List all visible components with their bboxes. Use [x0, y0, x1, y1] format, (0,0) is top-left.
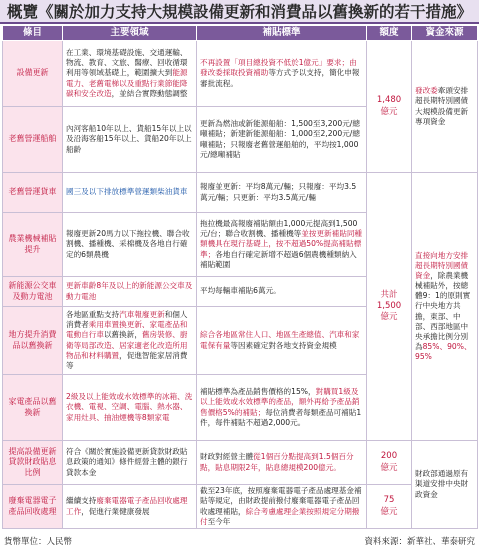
table-row — [3, 441, 478, 485]
quota-amount: 200 — [380, 451, 398, 462]
text-segment: 財政部通過原有渠道安排中央財政資金 — [415, 469, 469, 499]
text-segment: 汽車報廢更新 — [119, 310, 165, 320]
row-standard — [197, 107, 367, 173]
text-segment: 由發改委採取投資補助 — [200, 58, 357, 78]
row-area — [63, 375, 197, 441]
text-segment: 截至23年底，按照廢棄電器電子產品處理基金補貼等規定，由財政提前撥付廢棄電器電子產品回收處理補貼， — [200, 486, 362, 516]
quota-unit: 億元 — [380, 312, 398, 323]
quota-cell — [367, 485, 412, 529]
row-item: 地方提升消費品以舊換新 — [3, 307, 63, 375]
text-segment: 各地區重點支持 — [66, 310, 120, 320]
text-segment: 國三及以下排放標準營運類柴油貨車 — [66, 187, 188, 197]
quota-cell — [367, 173, 412, 441]
table-row — [3, 41, 478, 107]
text-segment: 繼續支持 — [66, 496, 97, 506]
table-header-row — [3, 26, 478, 41]
footer — [2, 535, 477, 549]
text-segment: 每位消費者每類產品可補貼1件，每件補貼不超過2,000元。 — [200, 407, 362, 427]
table-row — [3, 173, 478, 213]
text-segment: 至今年 — [207, 516, 231, 526]
header-area: 主要領域 — [63, 26, 197, 41]
text-segment: 2級及以上能效或水效標準的冰箱、洗衣機、電視、空調、電腦、熱水器、家用灶具、抽油煙機等8類家電 — [66, 392, 193, 422]
header-quota: 額度 — [367, 26, 412, 41]
header-fund-source: 資金來源 — [412, 26, 478, 41]
text-segment: 平均每輛車補貼6萬元。 — [200, 286, 281, 296]
text-segment: 報廢並更新：平均8萬元/輛； — [200, 182, 299, 192]
text-segment: 內河客船10年以上、貨船15年以上以及沿海客船15年以上、貨船20年以上船齡 — [66, 124, 192, 154]
text-segment: 不再設置「項目總投資不低於1億元」要求； — [200, 58, 350, 68]
text-segment: 報廢更新20馬力以下拖拉機、聯合收割機、播種機、采棉機及各地自行確定的6類農機 — [66, 229, 190, 259]
row-standard — [197, 485, 367, 529]
row-area — [63, 41, 197, 107]
text-segment: 等方式予以支持，簡化申報審批流程。 — [200, 68, 360, 88]
text-segment: 只報廢：平均3.5萬元/輛； — [200, 182, 357, 202]
quota-amount: 1,480 — [376, 95, 402, 106]
fund-source-cell — [412, 41, 478, 173]
header-item: 條目 — [3, 26, 63, 41]
row-standard — [197, 173, 367, 213]
text-segment: 85%、90%、95% — [415, 341, 472, 361]
row-standard — [197, 441, 367, 485]
row-item: 提高設備更新貸款財政貼息比例 — [3, 441, 63, 485]
text-segment: 等因素確定對各地支持資金規模 — [230, 340, 337, 350]
row-area — [63, 213, 197, 277]
row-area — [63, 485, 197, 529]
text-segment: 直接向地方安排超長期特別國債資金 — [415, 251, 469, 281]
text-segment: 能源電力、老舊電梯以及重點行業節能降碳和安全改造 — [66, 68, 188, 98]
text-segment: 和個人消費者 — [66, 310, 188, 330]
row-item: 老舊營運船舶 — [3, 107, 63, 173]
quota-lead: 共計 — [380, 289, 398, 300]
table-row — [3, 485, 478, 529]
row-item: 設備更新 — [3, 41, 63, 107]
text-segment: 拖拉機最高報廢補貼額由1,000元提高到1,500元/台； — [200, 219, 358, 239]
text-segment: 舊房裝修、廚衛等局部改造、居家適老化改造所用物品和材料購置 — [66, 330, 188, 360]
row-area — [63, 277, 197, 307]
row-standard — [197, 307, 367, 375]
row-item: 老舊營運貨車 — [3, 173, 63, 213]
row-area — [63, 307, 197, 375]
row-area — [63, 441, 197, 485]
quota-cell — [367, 41, 412, 173]
text-segment: 牽頭安排超長期特別國債大規模設備更新專項資金 — [415, 86, 469, 126]
text-segment: 新建新能源船舶：1,000至2,200元/總噸補貼； — [200, 129, 360, 149]
header-standard: 補貼標準 — [197, 26, 367, 41]
quota-cell — [367, 441, 412, 485]
text-segment: ，促進智能家居消費等 — [66, 350, 188, 370]
quota-unit: 億元 — [380, 506, 398, 517]
quota-unit: 億元 — [380, 462, 398, 473]
text-segment: 財政對經營主體 — [200, 452, 254, 462]
text-segment: 在工業、環境基礎設施、交通運輸、物流、教育、文旅、醫療、回收循環利用等領域基礎上，範圍擴大到 — [66, 48, 188, 78]
text-segment: 廢棄電器電子產品回收處理工作 — [66, 496, 188, 516]
text-segment: 更新為燃油或新能源船舶：1,500至3,200元/總噸補貼； — [200, 119, 360, 139]
row-item: 廢棄電器電子產品回收處理 — [3, 485, 63, 529]
text-segment: ，並結合實際動態調整 — [111, 88, 188, 98]
row-item: 農業機械補貼提升 — [3, 213, 63, 277]
fund-source-cell — [412, 173, 478, 441]
row-area — [63, 173, 197, 213]
text-segment: ，促進行業健康發展 — [81, 506, 150, 516]
text-segment: 只報廢老舊營運船舶的，平均按1,000元/總噸補貼 — [200, 139, 359, 159]
text-segment: 符合《關於實施設備更新貸款財政貼息政策的通知》條件經營主體的銀行貸款本金 — [66, 447, 188, 477]
text-segment: 各地自行確定新增不超過6個農機種類納入補貼範圍 — [200, 249, 357, 269]
fund-source-cell — [412, 441, 478, 529]
row-standard — [197, 41, 367, 107]
row-standard — [197, 213, 367, 277]
text-segment: 對購買1級及以上能效或水效標準的產品，額外再給予產品銷售價格5%的補貼； — [200, 387, 360, 417]
text-segment: ，除農業機械補貼外，按總體9：1的原則實行中央地方共擔，東部、中部、西部地區中央承擔比例分別為 — [415, 271, 471, 351]
source-note: 資料來源：新華社、華泰研究 — [364, 537, 475, 547]
quota-amount: 75 — [383, 495, 395, 506]
quota-unit: 億元 — [380, 106, 398, 117]
row-item: 家電產品以舊換新 — [3, 375, 63, 441]
row-area — [63, 107, 197, 173]
text-segment: 只更新：平均3.5萬元/輛 — [232, 192, 316, 202]
row-standard — [197, 277, 367, 307]
text-segment: 以舊換新， — [103, 330, 142, 340]
text-segment: 更新車齡8年及以上的新能源公交車及動力電池 — [66, 281, 193, 301]
row-item: 新能源公交車及動力電池 — [3, 277, 63, 307]
text-segment: 綜合考慮處理企業按照規定分期撥付 — [200, 506, 360, 526]
quota-amount: 1,500 — [376, 300, 402, 311]
text-segment: 從1個百分點提高到1.5個百分點，貼息期限2年，貼息總規模200億元。 — [200, 452, 354, 472]
page-title: 概覽《關於加力支持大規模設備更新和消費品以舊換新的若干措施》 — [0, 0, 479, 24]
text-segment: 補貼標準為產品銷售價格的15%， — [200, 387, 316, 397]
text-segment: 並按更新補貼同種類機具在現行基礎上，按不超過50%提高補貼標準； — [200, 229, 363, 259]
text-segment: 發改委 — [415, 86, 438, 96]
row-standard — [197, 375, 367, 441]
text-segment: 聯合收割機、播種機等 — [225, 229, 302, 239]
measures-table — [2, 25, 478, 529]
text-segment: 綜合各地區常住人口、地區生產總值、汽車和家電保有量 — [200, 330, 360, 350]
currency-note: 貨幣單位：人民幣 — [4, 537, 73, 547]
text-segment: 乘用車置換更新、家電產品和電動自行車 — [66, 320, 188, 340]
